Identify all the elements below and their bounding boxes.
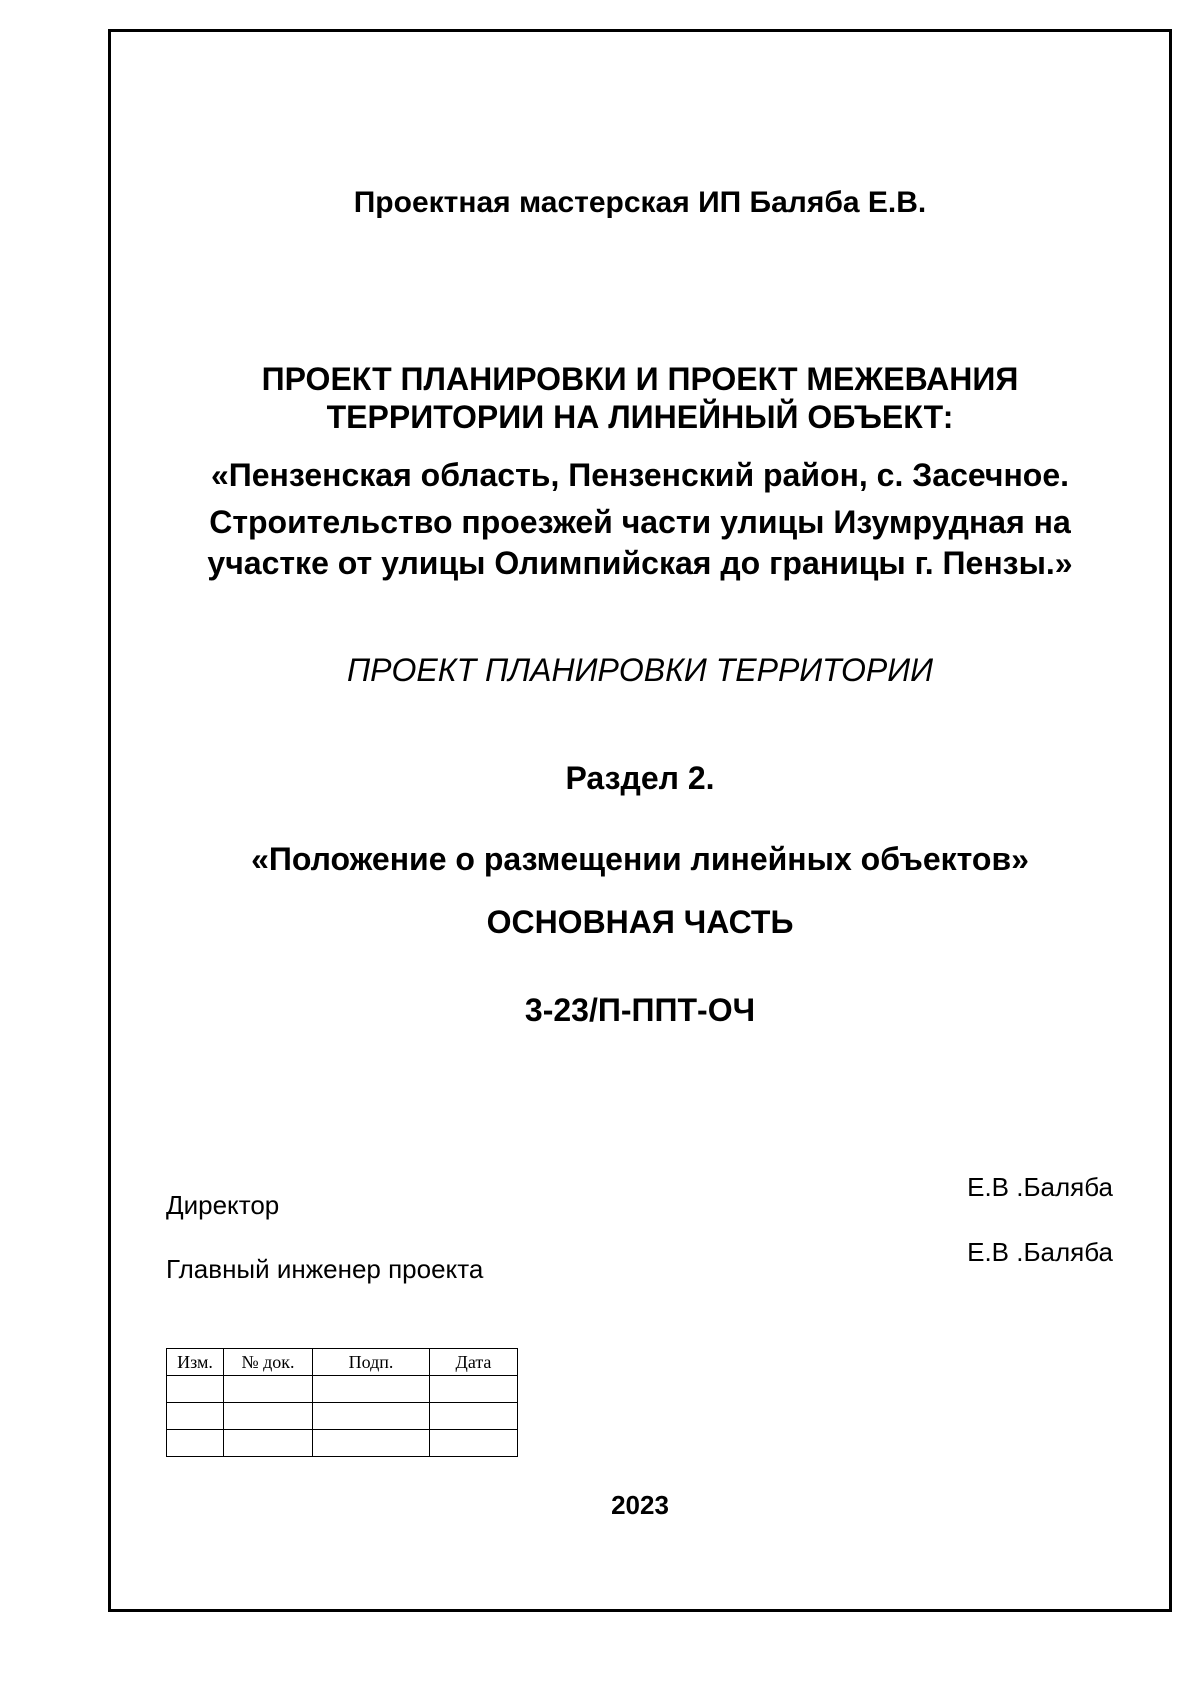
title-line-2: ТЕРРИТОРИИ НА ЛИНЕЙНЫЙ ОБЪЕКТ:: [326, 399, 954, 435]
chief-engineer-name: Е.В .Баляба: [967, 1237, 1113, 1267]
subject-line-2: Строительство проезжей части улицы Изумрудная на: [209, 504, 1071, 540]
subject-line-3: участке от улицы Олимпийская до границы г. Пензы.»: [207, 545, 1073, 581]
revision-table-header: [167, 1349, 518, 1376]
director-name: Е.В .Баляба: [967, 1172, 1113, 1202]
table-cell: [313, 1376, 430, 1403]
document-title: [108, 360, 1172, 436]
part-name: ОСНОВНАЯ ЧАСТЬ: [486, 904, 794, 940]
revision-table: [166, 1348, 518, 1457]
header-cell-revision: Изм.: [167, 1349, 224, 1376]
table-cell: [430, 1430, 518, 1457]
organization-name: Проектная мастерская ИП Баляба Е.В.: [353, 186, 927, 219]
object-description: [108, 454, 1172, 582]
director-label: Директор: [166, 1190, 280, 1220]
table-cell: [224, 1376, 313, 1403]
chief-engineer-label: Главный инженер проекта: [166, 1254, 484, 1284]
header-cell-date: Дата: [430, 1349, 518, 1376]
header-cell-doc-number: № док.: [224, 1349, 313, 1376]
table-row: [167, 1376, 518, 1403]
table-row: [167, 1430, 518, 1457]
title-line-1: ПРОЕКТ ПЛАНИРОВКИ И ПРОЕКТ МЕЖЕВАНИЯ: [261, 361, 1019, 397]
table-cell: [430, 1403, 518, 1430]
document-code: 3-23/П-ППТ-ОЧ: [524, 992, 756, 1028]
table-row: [167, 1403, 518, 1430]
section-name: «Положение о размещении линейных объектов»: [251, 841, 1029, 877]
document-year: 2023: [611, 1490, 669, 1520]
table-cell: [167, 1430, 224, 1457]
subject-line-1: «Пензенская область, Пензенский район, с. Засечное.: [210, 457, 1070, 493]
table-cell: [167, 1376, 224, 1403]
section-number: Раздел 2.: [565, 760, 715, 796]
header-cell-signature: Подп.: [313, 1349, 430, 1376]
table-cell: [313, 1403, 430, 1430]
table-cell: [430, 1376, 518, 1403]
table-cell: [167, 1403, 224, 1430]
document-type: ПРОЕКТ ПЛАНИРОВКИ ТЕРРИТОРИИ: [346, 652, 934, 688]
table-cell: [224, 1403, 313, 1430]
table-cell: [224, 1430, 313, 1457]
table-cell: [313, 1430, 430, 1457]
